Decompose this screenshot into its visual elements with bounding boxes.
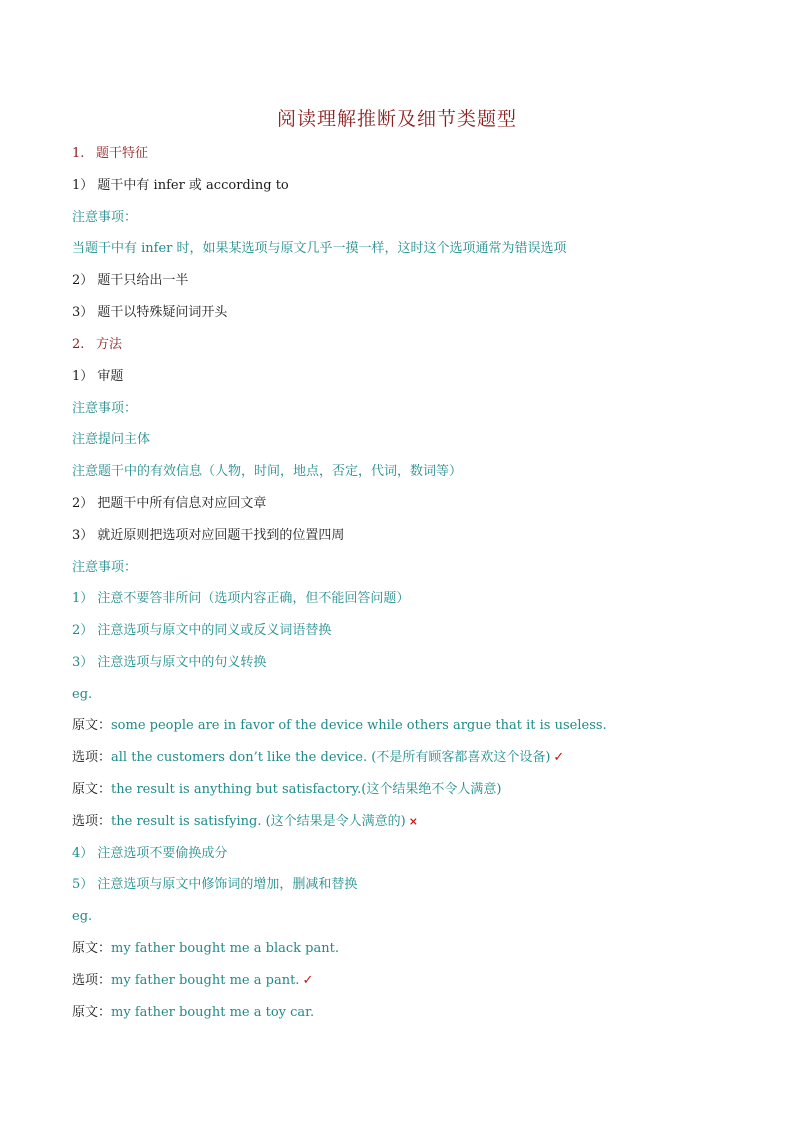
example-lead: 原文： bbox=[72, 1005, 112, 1020]
check-icon: ✓ bbox=[302, 973, 314, 988]
list-item: 3） 就近原则把选项对应回题干找到的位置四周 bbox=[72, 528, 345, 543]
example-label: eg. bbox=[72, 687, 93, 702]
example-text: my father bought me a pant. bbox=[111, 973, 300, 988]
example-line bbox=[72, 940, 339, 958]
section-title: 题干特征 bbox=[96, 146, 149, 161]
list-item: 1） 审题 bbox=[72, 369, 124, 384]
example-lead: 选项： bbox=[72, 750, 112, 765]
list-item: 3） 题干以特殊疑问词开头 bbox=[72, 305, 228, 320]
example-lead: 选项： bbox=[72, 973, 112, 988]
note-item: 5） 注意选项与原文中修饰词的增加，删减和替换 bbox=[72, 877, 358, 892]
example-text: my father bought me a toy car. bbox=[111, 1005, 315, 1020]
note-item: 2） 注意选项与原文中的同义或反义词语替换 bbox=[72, 623, 332, 638]
list-item: 2） 把题干中所有信息对应回文章 bbox=[72, 496, 267, 511]
cross-icon: × bbox=[408, 815, 418, 828]
example-text: the result is anything but satisfactory.(这个结果绝不令人满意) bbox=[111, 782, 502, 797]
check-icon: ✓ bbox=[553, 750, 565, 765]
section-heading-2 bbox=[72, 336, 122, 354]
section-number: 1. bbox=[72, 146, 85, 161]
example-lead: 选项： bbox=[72, 814, 112, 829]
example-text: some people are in favor of the device while others argue that it is useless. bbox=[111, 718, 607, 733]
note-label: 注意事项： bbox=[72, 560, 138, 575]
example-line bbox=[72, 813, 418, 831]
section-title: 方法 bbox=[96, 337, 123, 352]
example-lead: 原文： bbox=[72, 782, 112, 797]
example-lead: 原文： bbox=[72, 718, 112, 733]
note-label: 注意事项： bbox=[72, 401, 138, 416]
note-text: 注意提问主体 bbox=[72, 432, 151, 447]
example-text: my father bought me a black pant. bbox=[111, 941, 339, 956]
example-line bbox=[72, 1004, 314, 1022]
example-line bbox=[72, 781, 501, 799]
note-item: 4） 注意选项不要偷换成分 bbox=[72, 846, 228, 861]
list-item: 1） 题干中有 infer 或 according to bbox=[72, 178, 289, 193]
note-item: 1） 注意不要答非所问（选项内容正确，但不能回答问题） bbox=[72, 591, 410, 606]
note-text: 注意题干中的有效信息（人物，时间，地点，否定，代词，数词等） bbox=[72, 464, 463, 479]
note-text: 当题干中有 infer 时，如果某选项与原文几乎一摸一样，这时这个选项通常为错误选项 bbox=[72, 241, 567, 256]
list-item: 2） 题干只给出一半 bbox=[72, 273, 189, 288]
example-line bbox=[72, 717, 607, 735]
example-line bbox=[72, 749, 564, 767]
section-number: 2. bbox=[72, 337, 85, 352]
example-lead: 原文： bbox=[72, 941, 112, 956]
example-label: eg. bbox=[72, 909, 93, 924]
section-heading-1 bbox=[72, 145, 148, 163]
note-label: 注意事项： bbox=[72, 210, 138, 225]
note-item: 3） 注意选项与原文中的句义转换 bbox=[72, 655, 267, 670]
page-title: 阅读理解推断及细节类题型 bbox=[276, 108, 517, 130]
example-text: the result is satisfying. (这个结果是令人满意的) bbox=[111, 814, 406, 829]
example-text: all the customers don’t like the device. (不是所有顾客都喜欢这个设备) bbox=[111, 750, 551, 765]
example-line bbox=[72, 972, 313, 990]
